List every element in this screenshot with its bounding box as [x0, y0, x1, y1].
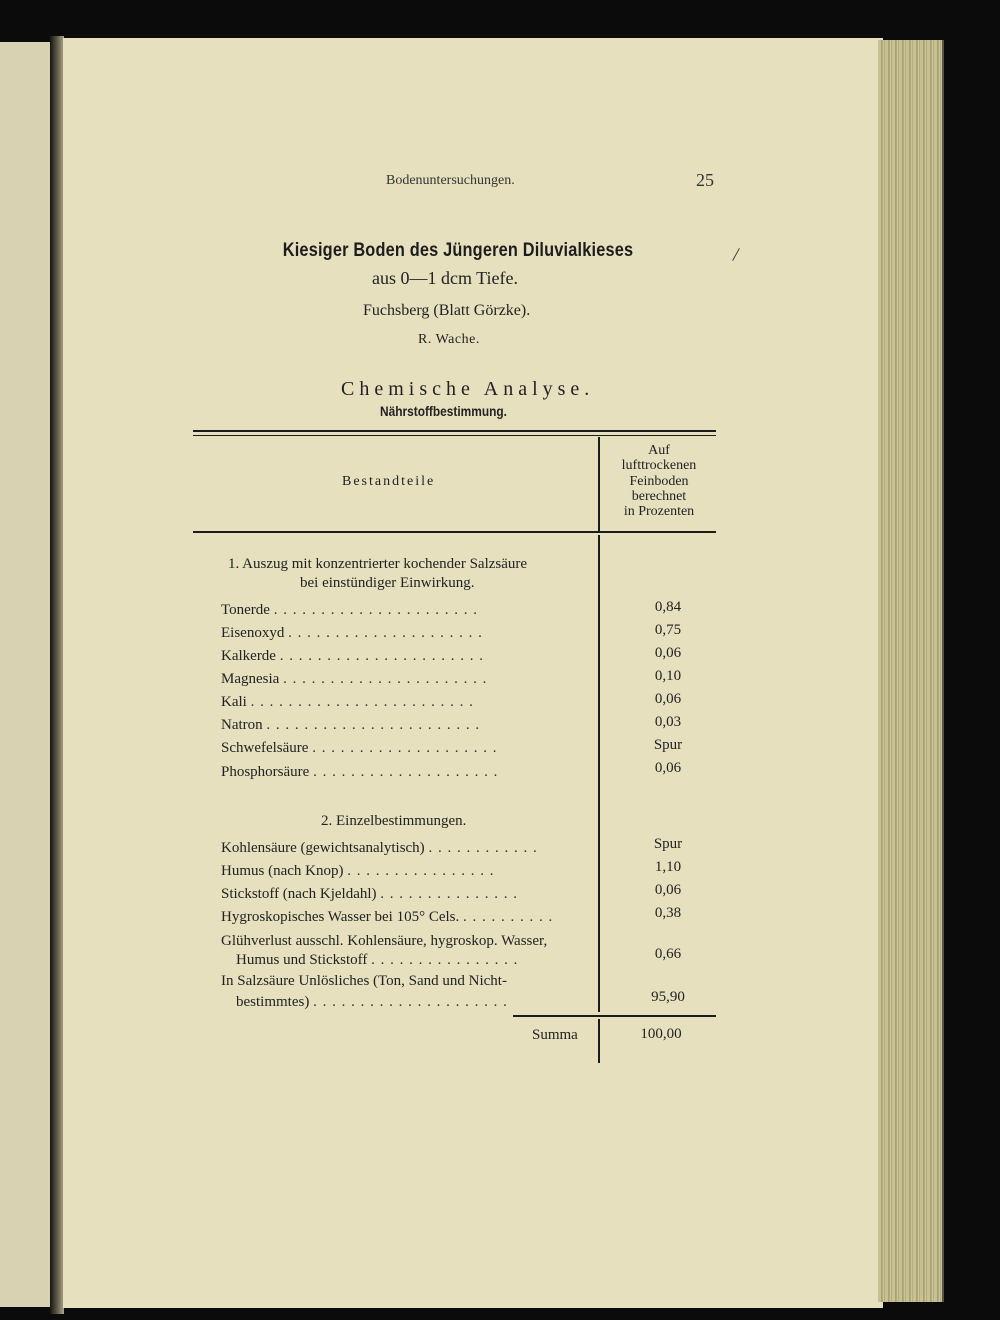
- page-number: 25: [696, 170, 714, 190]
- table-row-label: Kohlensäure (gewichtsanalytisch) . . . . . . . . . . . .: [221, 840, 538, 856]
- row-label: Schwefelsäure: [221, 740, 309, 756]
- left-page-edge: [0, 42, 52, 1307]
- row-label: Kalkerde: [221, 648, 276, 664]
- table-row-label: Kalkerde . . . . . . . . . . . . . . . . . . . . . .: [221, 648, 484, 664]
- row-label: Stickstoff (nach Kjeldahl): [221, 886, 377, 902]
- sum-rule: [513, 1015, 716, 1017]
- table-header-rule: [193, 531, 716, 533]
- table-row-value: 0,06: [654, 691, 682, 707]
- table-row-label: Schwefelsäure . . . . . . . . . . . . . . . . . . . .: [221, 740, 498, 756]
- row-label: Eisenoxyd: [221, 625, 285, 641]
- row-label: Magnesia: [221, 671, 280, 687]
- section-subtitle: Nährstoffbestimmung.: [380, 403, 507, 419]
- table-row-label: Magnesia . . . . . . . . . . . . . . . . . . . . . .: [221, 671, 488, 687]
- header-line: Auf: [648, 443, 670, 458]
- table-row-value: 0,06: [654, 760, 682, 776]
- header-line: lufttrockenen: [621, 458, 697, 474]
- table-row-label-line1: Glühverlust ausschl. Kohlensäure, hygroskop. Wasser,: [221, 933, 548, 949]
- sum-label: Summa: [532, 1027, 578, 1043]
- table-top-rule: [193, 430, 716, 432]
- table-row-value: 0,75: [654, 622, 682, 638]
- sum-value: 100,00: [640, 1026, 682, 1042]
- header-line: Feinboden: [629, 473, 689, 489]
- table-row-value: 0,10: [654, 668, 682, 684]
- row-label: Humus und Stickstoff: [236, 952, 368, 968]
- table-row-label: Natron . . . . . . . . . . . . . . . . . . . . . . .: [221, 717, 481, 733]
- column-header-value: [602, 443, 716, 519]
- column-header-label: Bestandteile: [342, 474, 436, 489]
- row-label: Phosphorsäure: [221, 764, 310, 780]
- table-row-value: 0,66: [654, 946, 682, 962]
- author: R. Wache.: [418, 332, 480, 347]
- table-row-label: Kali . . . . . . . . . . . . . . . . . . . . . . . .: [221, 694, 474, 710]
- table-row-label-line2: bestimmtes) . . . . . . . . . . . . . . . . . . . . .: [236, 994, 508, 1010]
- running-head: Bodenuntersuchungen.: [386, 173, 515, 188]
- row-label: bestimmtes): [236, 994, 310, 1010]
- row-label: Kohlensäure (gewichtsanalytisch): [221, 840, 425, 856]
- row-label: Humus (nach Knop): [221, 863, 344, 879]
- table-row-label-line2: Humus und Stickstoff . . . . . . . . . . . . . . . .: [236, 952, 519, 968]
- subtitle: aus 0—1 dcm Tiefe.: [372, 268, 518, 288]
- table-row-value: Spur: [653, 836, 683, 852]
- table-row-value: 0,38: [654, 905, 682, 921]
- table-row-label: Phosphorsäure . . . . . . . . . . . . . . . . . . . .: [221, 764, 499, 780]
- table-row-value: 0,84: [654, 599, 682, 615]
- location: Fuchsberg (Blatt Görzke).: [363, 302, 531, 319]
- table-row-label-line1: In Salzsäure Unlösliches (Ton, Sand und Nicht-: [221, 973, 507, 989]
- sum-divider: [598, 1019, 600, 1063]
- row-label: Tonerde: [221, 602, 270, 618]
- group1-heading-line2: bei einstündiger Einwirkung.: [300, 575, 475, 591]
- table-row-label: Hygroskopisches Wasser bei 105° Cels. . . . . . . . . . .: [221, 909, 554, 925]
- table-row-label: Eisenoxyd . . . . . . . . . . . . . . . . . . . . .: [221, 625, 483, 641]
- header-divider: [598, 437, 600, 531]
- row-label: Natron: [221, 717, 263, 733]
- table-row-value: 0,06: [654, 645, 682, 661]
- table-top-rule-thin: [193, 435, 716, 436]
- margin-mark: /: [731, 243, 741, 267]
- table-row-value: 1,10: [654, 859, 682, 875]
- page-title: Kiesiger Boden des Jüngeren Diluvialkieses: [282, 240, 634, 261]
- table-row-value: 0,06: [654, 882, 682, 898]
- table-row-label: Tonerde . . . . . . . . . . . . . . . . . . . . . .: [221, 602, 478, 618]
- table-row-value: 95,90: [651, 989, 685, 1005]
- section-title: Chemische Analyse.: [341, 378, 595, 400]
- group1-heading-line1: 1. Auszug mit konzentrierter kochender Salzsäure: [228, 556, 528, 572]
- page-edges: [878, 40, 944, 1302]
- group2-heading: 2. Einzelbestimmungen.: [321, 813, 467, 829]
- row-label: Kali: [221, 694, 247, 710]
- header-line: berechnet: [631, 488, 687, 504]
- column-divider: [598, 535, 600, 1012]
- header-line: in Prozenten: [623, 504, 695, 520]
- row-label: Hygroskopisches Wasser bei 105° Cels.: [221, 909, 460, 925]
- table-row-label: Stickstoff (nach Kjeldahl) . . . . . . . . . . . . . . .: [221, 886, 519, 902]
- book-gutter: [50, 36, 64, 1314]
- table-row-value: 0,03: [654, 714, 682, 730]
- table-row-label: Humus (nach Knop) . . . . . . . . . . . . . . . .: [221, 863, 495, 879]
- table-row-value: Spur: [653, 737, 683, 753]
